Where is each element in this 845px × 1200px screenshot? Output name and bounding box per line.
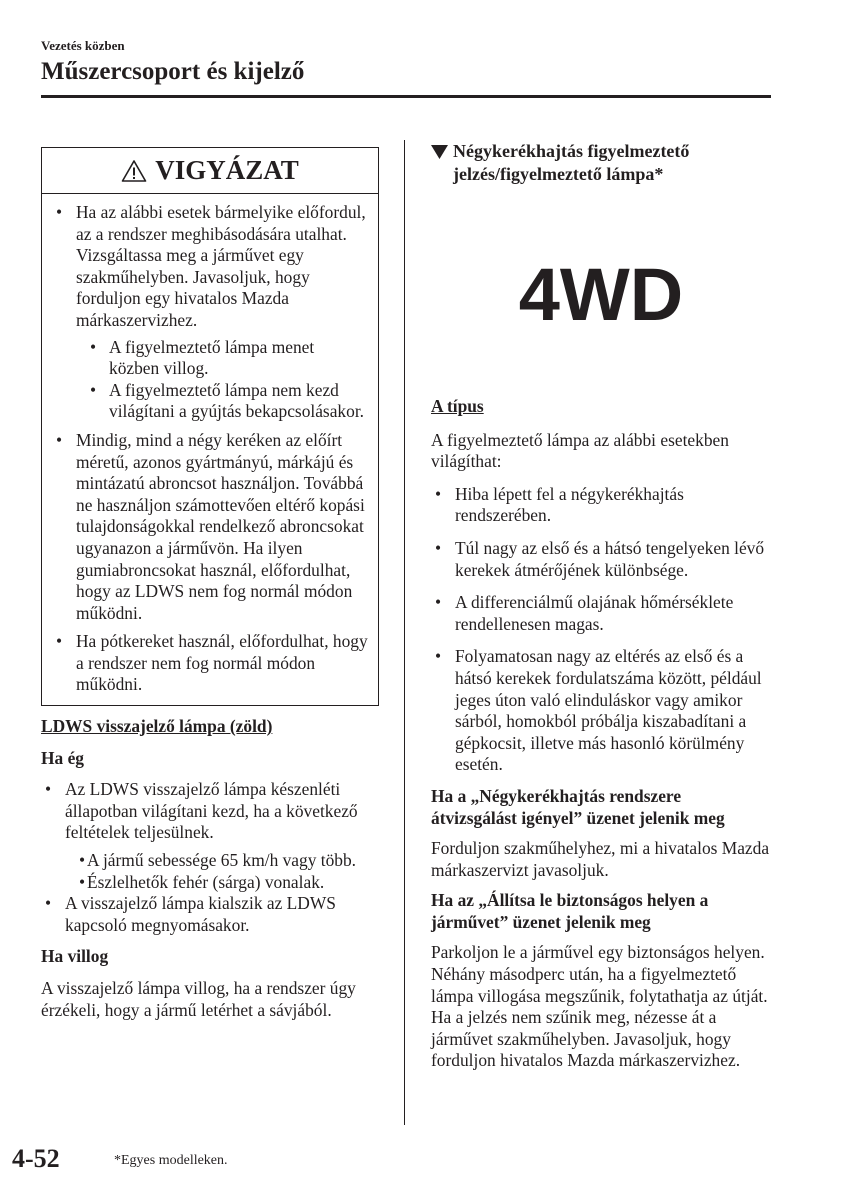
triangle-down-icon xyxy=(431,145,448,159)
type-heading: A típus xyxy=(431,396,484,416)
condition-list xyxy=(431,484,771,776)
message2-paragraph: Parkoljon le a járművel egy biztonságos helyen. Néhány másodperc után, ha a figyelmeztető lámpa villogása megszűnik, folytathatja az útját. Ha a jelzés nem szűnik meg, nézesse át a járművet szakműhelyben. Javasoljuk, hogy forduljon hivatalos Mazda márkaszervizhez. xyxy=(431,942,768,1071)
list-item: • Hiba lépett fel a négykerékhajtás rendszerében. xyxy=(431,484,771,527)
message1-paragraph: Forduljon szakműhelyhez, mi a hivatalos Mazda márkaszervizt javasoljuk. xyxy=(431,838,770,880)
caution-title: VIGYÁZAT xyxy=(155,154,299,185)
title-rule xyxy=(41,95,771,98)
section-label: Vezetés közben xyxy=(41,38,125,53)
right-column xyxy=(431,140,771,1072)
warning-triangle-icon xyxy=(121,159,147,183)
caution-bullet xyxy=(52,202,368,423)
page-title: Műszercsoport és kijelző xyxy=(41,58,305,85)
list-item: • Túl nagy az első és a hátsó tengelyeken lévő kerekek átmérőjének különbsége. xyxy=(431,538,771,581)
caution-bullet-text: • Ha az alábbi esetek bármelyike előfordul, az a rendszer meghibásodására utalhat. Vizsgáltassa meg a járművet egy szakműhelyben. Javasoljuk, hogy forduljon egy hivatalos Mazda márkaszervizhez. xyxy=(76,202,366,330)
list-item: • Folyamatosan nagy az eltérés az első és a hátsó kerekek fordulatszáma között, például jeges úton való elinduláskor vagy amikor sárból, homokból próbálja kiszabadítani a gépkocsit, illetve más hasonló körülmény esetén. xyxy=(431,646,771,776)
sub-list-item: • Észlelhetők fehér (sárga) vonalak. xyxy=(41,872,379,894)
4wd-symbol: 4WD xyxy=(518,253,684,336)
intro-paragraph: A figyelmeztető lámpa az alábbi esetekben világíthat: xyxy=(431,429,729,472)
flash-heading: Ha villog xyxy=(41,946,109,967)
caution-bullet: • Ha pótkereket használ, előfordulhat, hogy a rendszer nem fog normál módon működni. xyxy=(52,631,368,696)
message1-heading: Ha a „Négykerékhajtás rendszere átvizsgálást igényel” üzenet jelenik meg xyxy=(431,785,725,828)
caution-box xyxy=(41,147,379,706)
sub-list-item: • A jármű sebessége 65 km/h vagy több. xyxy=(41,850,379,872)
caution-sub-bullet: • A figyelmeztető lámpa menet közben villog. xyxy=(52,337,368,380)
4wd-heading xyxy=(431,140,771,186)
lights-heading: Ha ég xyxy=(41,747,84,768)
flash-paragraph: A visszajelző lámpa villog, ha a rendszer úgy érzékeli, hogy a jármű letérhet a sávjából. xyxy=(41,978,356,1020)
page-number: 4-52 xyxy=(12,1144,60,1173)
caution-header xyxy=(42,148,378,194)
caution-sub-bullet: • A figyelmeztető lámpa nem kezd világítani a gyújtás bekapcsolásakor. xyxy=(52,380,368,423)
caution-body xyxy=(42,194,378,705)
list-item xyxy=(41,779,379,844)
4wd-heading-text: Négykerékhajtás figyelmeztető jelzés/figyelmeztető lámpa* xyxy=(453,141,690,184)
message2-heading: Ha az „Állítsa le biztonságos helyen a járművet” üzenet jelenik meg xyxy=(431,890,709,932)
left-column xyxy=(41,147,379,1021)
list-item: • A differenciálmű olajának hőmérséklete rendellenesen magas. xyxy=(431,592,771,635)
caution-bullet: • Mindig, mind a négy keréken az előírt méretű, azonos gyártmányú, márkájú és mintázatú abroncsot használjon. Továbbá ne használjon számottevően eltérő kopási tulajdonságokkal rendelkező abroncsokat ugyanazon a járművön. Ha ilyen gumiabroncsokat használ, előfordulhat, hogy az LDWS nem fog normál módon működni. xyxy=(52,430,368,624)
list-item: • A visszajelző lámpa kialszik az LDWS kapcsoló megnyomásakor. xyxy=(41,893,379,936)
footnote: *Egyes modelleken. xyxy=(114,1153,228,1168)
column-divider xyxy=(404,140,405,1125)
list-item-text: • Az LDWS visszajelző lámpa készenléti állapotban világítani kezd, ha a következő feltételek teljesülnek. xyxy=(65,779,358,843)
ldws-heading: LDWS visszajelző lámpa (zöld) xyxy=(41,716,273,737)
